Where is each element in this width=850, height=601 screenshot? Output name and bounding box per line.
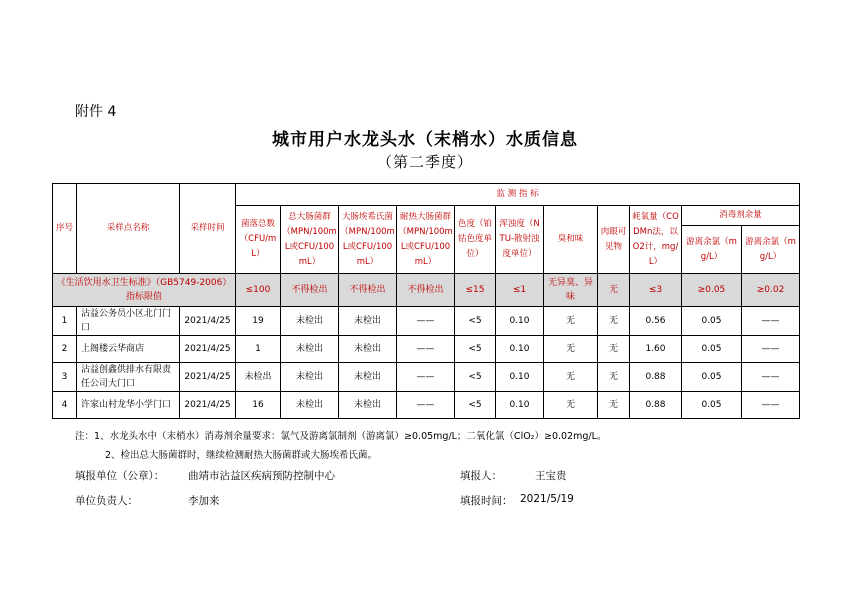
header-visible: 肉眼可见物	[598, 206, 630, 274]
header-seq: 序号	[53, 184, 77, 274]
cell-coliform: 未检出	[281, 363, 339, 392]
cell-color: <5	[455, 336, 496, 363]
standard-colony: ≤100	[236, 274, 281, 307]
standard-coliform: 不得检出	[281, 274, 339, 307]
cell-turbidity: 0.10	[496, 336, 544, 363]
cell-coliform: 未检出	[281, 336, 339, 363]
standard-cod: ≤3	[630, 274, 682, 307]
standard-row	[53, 274, 800, 307]
standard-color: ≤15	[455, 274, 496, 307]
cell-visible: 无	[598, 307, 630, 336]
cell-time: 2021/4/25	[180, 392, 236, 419]
standard-odor: 无异臭、异味	[544, 274, 598, 307]
standard-thermo: 不得检出	[397, 274, 455, 307]
cell-seq: 4	[53, 392, 77, 419]
page-title: 城市用户水龙头水（末梢水）水质信息	[272, 130, 578, 150]
water-quality-table	[52, 183, 800, 419]
header-colony: 菌落总数（CFU/mL）	[236, 206, 281, 274]
cell-free-chlorine: 0.05	[682, 363, 742, 392]
cell-site: 许家山村龙华小学门口	[77, 392, 180, 419]
cell-color: <5	[455, 307, 496, 336]
note-2: 2、检出总大肠菌群时，继续检测耐热大肠菌群或大肠埃希氏菌。	[105, 450, 378, 461]
cell-odor: 无	[544, 336, 598, 363]
cell-cod: 1.60	[630, 336, 682, 363]
cell-free-chlorine-2: ——	[742, 336, 800, 363]
header-odor: 臭和味	[544, 206, 598, 274]
header-free-chlorine: 游离余氯（mg/L）	[682, 226, 742, 274]
report-date-label: 填报时间：	[460, 495, 513, 507]
cell-odor: 无	[544, 392, 598, 419]
cell-free-chlorine-2: ——	[742, 392, 800, 419]
cell-ecoli: 未检出	[339, 307, 397, 336]
header-color: 色度（铂钴色度单位）	[455, 206, 496, 274]
cell-visible: 无	[598, 336, 630, 363]
leader-value: 李加来	[188, 495, 220, 507]
cell-free-chlorine: 0.05	[682, 307, 742, 336]
table-row	[53, 307, 800, 336]
cell-ecoli: 未检出	[339, 336, 397, 363]
header-ecoli: 大肠埃希氏菌（MPN/100mL或CFU/100mL）	[339, 206, 397, 274]
cell-colony: 未检出	[236, 363, 281, 392]
report-date-value: 2021/5/19	[520, 493, 574, 505]
page-subtitle: （第二季度）	[376, 153, 473, 171]
cell-time: 2021/4/25	[180, 363, 236, 392]
cell-ecoli: 未检出	[339, 363, 397, 392]
cell-colony: 19	[236, 307, 281, 336]
cell-thermo: ——	[397, 336, 455, 363]
cell-free-chlorine: 0.05	[682, 336, 742, 363]
cell-turbidity: 0.10	[496, 392, 544, 419]
cell-seq: 2	[53, 336, 77, 363]
cell-free-chlorine-2: ——	[742, 307, 800, 336]
cell-odor: 无	[544, 363, 598, 392]
cell-odor: 无	[544, 307, 598, 336]
reporter-value: 王宝贵	[535, 470, 567, 482]
cell-seq: 1	[53, 307, 77, 336]
cell-thermo: ——	[397, 363, 455, 392]
cell-colony: 1	[236, 336, 281, 363]
table-row	[53, 363, 800, 392]
header-turbidity: 浑浊度（NTU-散射浊度单位）	[496, 206, 544, 274]
cell-thermo: ——	[397, 307, 455, 336]
cell-color: <5	[455, 392, 496, 419]
cell-time: 2021/4/25	[180, 336, 236, 363]
cell-coliform: 未检出	[281, 392, 339, 419]
standard-visible: 无	[598, 274, 630, 307]
cell-visible: 无	[598, 392, 630, 419]
header-group-indicators: 监 测 指 标	[236, 184, 800, 206]
cell-site: 上阁楼云华商店	[77, 336, 180, 363]
cell-free-chlorine-2: ——	[742, 363, 800, 392]
attachment-label: 附件 4	[75, 104, 117, 120]
cell-colony: 16	[236, 392, 281, 419]
cell-free-chlorine: 0.05	[682, 392, 742, 419]
table-row	[53, 392, 800, 419]
cell-ecoli: 未检出	[339, 392, 397, 419]
header-group-disinfectant: 消毒剂余量	[682, 206, 800, 226]
standard-turbidity: ≤1	[496, 274, 544, 307]
header-cod: 耗氧量（CODMn法，以O2计，mg/L）	[630, 206, 682, 274]
cell-cod: 0.88	[630, 363, 682, 392]
header-site: 采样点名称	[77, 184, 180, 274]
cell-cod: 0.56	[630, 307, 682, 336]
reporter-label: 填报人：	[460, 470, 502, 482]
header-thermo: 耐热大肠菌群（MPN/100mL或CFU/100mL）	[397, 206, 455, 274]
cell-color: <5	[455, 363, 496, 392]
leader-label: 单位负责人：	[75, 495, 138, 507]
standard-ecoli: 不得检出	[339, 274, 397, 307]
cell-time: 2021/4/25	[180, 307, 236, 336]
report-unit-label: 填报单位（公章）：	[75, 470, 165, 482]
header-time: 采样时间	[180, 184, 236, 274]
cell-seq: 3	[53, 363, 77, 392]
cell-cod: 0.88	[630, 392, 682, 419]
note-1: 注：1、水龙头水中（末梢水）消毒剂余量要求：氯气及游离氯制剂（游离氯）≥0.05mg/L；二氧化氯（ClO₂）≥0.02mg/L。	[75, 431, 607, 442]
header-coliform: 总大肠菌群（MPN/100mL或CFU/100mL）	[281, 206, 339, 274]
cell-turbidity: 0.10	[496, 307, 544, 336]
cell-coliform: 未检出	[281, 307, 339, 336]
cell-thermo: ——	[397, 392, 455, 419]
header-free-chlorine-2: 游离余氯（mg/L）	[742, 226, 800, 274]
cell-site: 沾益创鑫供排水有限责任公司大门口	[77, 363, 180, 392]
cell-turbidity: 0.10	[496, 363, 544, 392]
standard-free-chlorine: ≥0.05	[682, 274, 742, 307]
cell-site: 沾益公务员小区北门门口	[77, 307, 180, 336]
standard-free-chlorine-2: ≥0.02	[742, 274, 800, 307]
cell-visible: 无	[598, 363, 630, 392]
standard-label: 《生活饮用水卫生标准》（GB5749-2006）指标限值	[53, 274, 236, 307]
table-row	[53, 336, 800, 363]
report-unit-value: 曲靖市沾益区疾病预防控制中心	[188, 470, 335, 482]
